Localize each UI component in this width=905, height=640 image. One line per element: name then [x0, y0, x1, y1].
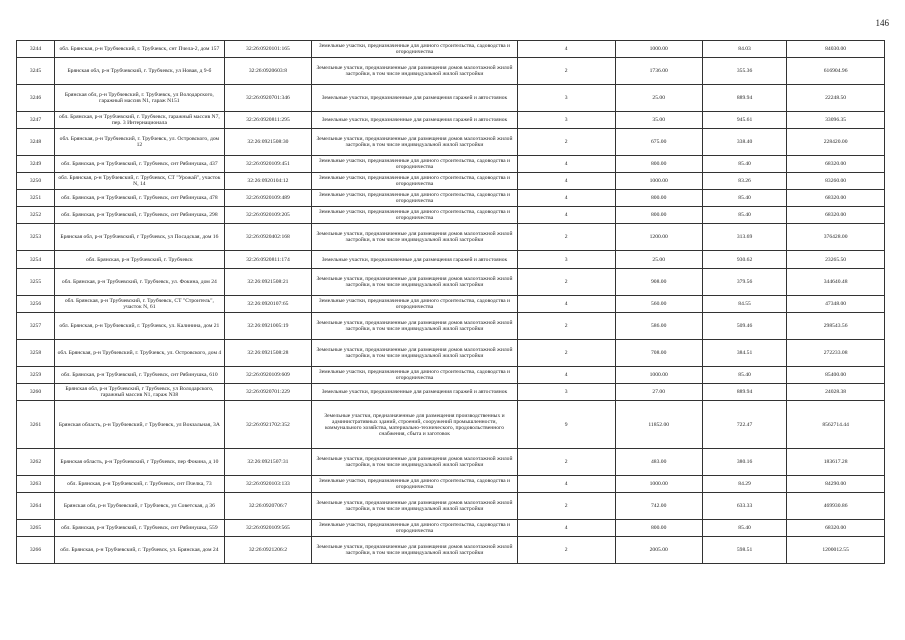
cadastral-value-cell: 344640.48 — [787, 269, 885, 296]
specific-value-cell: 85.40 — [702, 190, 786, 207]
land-use-cell: Земельные участки, предназначенные для размещения гаражей и автостоянок — [312, 85, 518, 112]
cadastral-value-cell: 616904.96 — [787, 58, 885, 85]
area-cell: 708.00 — [615, 340, 702, 367]
row-number-cell: 3264 — [17, 493, 55, 520]
cadastral-number-cell: 32:26:0921508:21 — [224, 269, 311, 296]
land-use-group-cell: 2 — [517, 493, 615, 520]
table-row — [17, 190, 885, 207]
specific-value-cell: 338.40 — [702, 129, 786, 156]
row-number-cell: 3259 — [17, 367, 55, 384]
land-use-cell: Земельные участки, предназначенные для размещения гаражей и автостоянок — [312, 251, 518, 269]
land-use-cell: Земельные участки, предназначенные для размещения домов малоэтажной жилой застройки, в том числе индивидуальной жилой застройки — [312, 224, 518, 251]
cadastral-number-cell: 32:26:0920109:609 — [224, 367, 311, 384]
land-use-group-cell: 4 — [517, 476, 615, 493]
area-cell: 742.00 — [615, 493, 702, 520]
specific-value-cell: 509.46 — [702, 313, 786, 340]
land-use-group-cell: 4 — [517, 190, 615, 207]
land-use-group-cell: 4 — [517, 207, 615, 224]
land-use-group-cell: 2 — [517, 313, 615, 340]
address-cell: обл. Брянская, р-н Трубчевский, г. Трубчевск, гаражный массив N7, пер. 3 Интернационала — [55, 112, 225, 129]
land-use-cell: Земельные участки, предназначенные для дачного строительства, садоводства и огородничества — [312, 207, 518, 224]
land-use-group-cell: 2 — [517, 537, 615, 564]
table-row — [17, 173, 885, 190]
cadastral-value-cell: 23265.50 — [787, 251, 885, 269]
cadastral-value-cell: 84030.00 — [787, 41, 885, 58]
land-use-cell: Земельные участки, предназначенные для дачного строительства, садоводства и огородничества — [312, 520, 518, 537]
table-row — [17, 537, 885, 564]
cadastral-number-cell: 32:26:0921508:30 — [224, 129, 311, 156]
land-use-group-cell: 2 — [517, 340, 615, 367]
land-use-cell: Земельные участки, предназначенные для дачного строительства, садоводства и огородничества — [312, 296, 518, 313]
address-cell: обл. Брянская, р-н Трубчевский, г. Трубчевск, ул. Островского, дом 12 — [55, 129, 225, 156]
cadastral-number-cell: 32:26:0920811:295 — [224, 112, 311, 129]
table-row — [17, 296, 885, 313]
table-row — [17, 41, 885, 58]
cadastral-number-cell: 32:26:0921508:28 — [224, 340, 311, 367]
land-use-group-cell: 9 — [517, 401, 615, 449]
table-row — [17, 367, 885, 384]
cadastral-number-cell: 32:26:0920109:451 — [224, 156, 311, 173]
area-cell: 800.00 — [615, 207, 702, 224]
area-cell: 800.00 — [615, 520, 702, 537]
specific-value-cell: 930.62 — [702, 251, 786, 269]
cadastral-value-cell: 85400.00 — [787, 367, 885, 384]
cadastral-number-cell: 32:26:0920811:174 — [224, 251, 311, 269]
specific-value-cell: 85.40 — [702, 156, 786, 173]
table-row — [17, 313, 885, 340]
cadastral-number-cell: 32:26:0920109:489 — [224, 190, 311, 207]
cadastral-value-cell: 272233.08 — [787, 340, 885, 367]
row-number-cell: 3251 — [17, 190, 55, 207]
land-use-cell: Земельные участки, предназначенные для размещения домов малоэтажной жилой застройки, в том числе индивидуальной жилой застройки — [312, 269, 518, 296]
cadastral-value-cell: 298543.56 — [787, 313, 885, 340]
area-cell: 1000.00 — [615, 41, 702, 58]
row-number-cell: 3255 — [17, 269, 55, 296]
table-row — [17, 129, 885, 156]
row-number-cell: 3265 — [17, 520, 55, 537]
cadastral-number-cell: 32:26:0920109:205 — [224, 207, 311, 224]
address-cell: обл. Брянская, р-н Трубчевский, г. Трубчевск — [55, 251, 225, 269]
cadastral-number-cell: 32:26:0920603:8 — [224, 58, 311, 85]
area-cell: 1000.00 — [615, 173, 702, 190]
row-number-cell: 3245 — [17, 58, 55, 85]
cadastral-value-cell: 8562714.44 — [787, 401, 885, 449]
cadastral-value-cell: 68320.00 — [787, 190, 885, 207]
cadastral-value-cell: 376428.00 — [787, 224, 885, 251]
cadastral-number-cell: 32:26:0921005:19 — [224, 313, 311, 340]
land-use-group-cell: 4 — [517, 520, 615, 537]
land-use-group-cell: 3 — [517, 384, 615, 401]
specific-value-cell: 889.94 — [702, 384, 786, 401]
address-cell: Брянская область, р-н Трубчевский, г Трубчевск, ул Вокзальная, 3А — [55, 401, 225, 449]
land-use-group-cell: 4 — [517, 296, 615, 313]
cadastral-number-cell: 32:26:0920109:565 — [224, 520, 311, 537]
row-number-cell: 3244 — [17, 41, 55, 58]
table-row — [17, 85, 885, 112]
page-number: 146 — [875, 18, 889, 28]
cadastral-registry-table — [16, 40, 885, 564]
area-cell: 1736.00 — [615, 58, 702, 85]
table-row — [17, 493, 885, 520]
cadastral-value-cell: 1200012.55 — [787, 537, 885, 564]
specific-value-cell: 889.94 — [702, 85, 786, 112]
specific-value-cell: 384.51 — [702, 340, 786, 367]
specific-value-cell: 84.29 — [702, 476, 786, 493]
cadastral-value-cell: 33096.35 — [787, 112, 885, 129]
cadastral-number-cell: 32:26:0921507:31 — [224, 449, 311, 476]
address-cell: обл. Брянская, р-н Трубчевский, г. Трубчевск, снт Рябинушка, 437 — [55, 156, 225, 173]
area-cell: 25.00 — [615, 251, 702, 269]
area-cell: 800.00 — [615, 156, 702, 173]
cadastral-value-cell: 228420.00 — [787, 129, 885, 156]
row-number-cell: 3249 — [17, 156, 55, 173]
cadastral-value-cell: 47348.00 — [787, 296, 885, 313]
table-row — [17, 520, 885, 537]
land-use-cell: Земельные участки, предназначенные для размещения домов малоэтажной жилой застройки, в том числе индивидуальной жилой застройки — [312, 493, 518, 520]
row-number-cell: 3266 — [17, 537, 55, 564]
specific-value-cell: 84.03 — [702, 41, 786, 58]
specific-value-cell: 85.40 — [702, 207, 786, 224]
cadastral-number-cell: 32:26:0920103:133 — [224, 476, 311, 493]
land-use-group-cell: 2 — [517, 58, 615, 85]
land-use-cell: Земельные участки, предназначенные для дачного строительства, садоводства и огородничества — [312, 367, 518, 384]
land-use-group-cell: 2 — [517, 129, 615, 156]
cadastral-number-cell: 32:26:0920101:165 — [224, 41, 311, 58]
table-row — [17, 224, 885, 251]
land-use-cell: Земельные участки, предназначенные для размещения домов малоэтажной жилой застройки, в том числе индивидуальной жилой застройки — [312, 340, 518, 367]
cadastral-value-cell: 84290.00 — [787, 476, 885, 493]
row-number-cell: 3254 — [17, 251, 55, 269]
row-number-cell: 3257 — [17, 313, 55, 340]
table-body — [17, 41, 885, 564]
address-cell: обл. Брянская, р-н Трубчевский, г. Трубчевск, снт Рябинушка, 559 — [55, 520, 225, 537]
land-use-group-cell: 2 — [517, 449, 615, 476]
specific-value-cell: 598.51 — [702, 537, 786, 564]
row-number-cell: 3263 — [17, 476, 55, 493]
land-use-cell: Земельные участки, предназначенные для размещения производственных и административных зданий, строений, сооружений промышленности, коммунального хозяйства, материально-технического, продовольственного снабжения, сбыта и заготовок — [312, 401, 518, 449]
table-row — [17, 269, 885, 296]
area-cell: 483.00 — [615, 449, 702, 476]
area-cell: 2005.00 — [615, 537, 702, 564]
row-number-cell: 3261 — [17, 401, 55, 449]
land-use-cell: Земельные участки, предназначенные для размещения домов малоэтажной жилой застройки, в том числе индивидуальной жилой застройки — [312, 537, 518, 564]
land-use-cell: Земельные участки, предназначенные для размещения гаражей и автостоянок — [312, 384, 518, 401]
row-number-cell: 3250 — [17, 173, 55, 190]
address-cell: Брянская обл, р-н Трубчевский, г. Трубчевск, ул Володарского, гаражный массив N1, гараж N151 — [55, 85, 225, 112]
address-cell: Брянская область, р-н Трубчевский, г Трубчевск, пер Фокина, д 10 — [55, 449, 225, 476]
land-use-group-cell: 2 — [517, 224, 615, 251]
specific-value-cell: 633.33 — [702, 493, 786, 520]
row-number-cell: 3246 — [17, 85, 55, 112]
land-use-cell: Земельные участки, предназначенные для размещения домов малоэтажной жилой застройки, в том числе индивидуальной жилой застройки — [312, 129, 518, 156]
table-row — [17, 112, 885, 129]
address-cell: обл. Брянская, р-н Трубчевский, г. Трубчевск, снт Пчела-2, дом 157 — [55, 41, 225, 58]
table-row — [17, 58, 885, 85]
table-row — [17, 156, 885, 173]
row-number-cell: 3252 — [17, 207, 55, 224]
area-cell: 560.00 — [615, 296, 702, 313]
area-cell: 800.00 — [615, 190, 702, 207]
row-number-cell: 3248 — [17, 129, 55, 156]
land-use-cell: Земельные участки, предназначенные для дачного строительства, садоводства и огородничества — [312, 156, 518, 173]
cadastral-value-cell: 469930.86 — [787, 493, 885, 520]
specific-value-cell: 85.40 — [702, 367, 786, 384]
land-use-cell: Земельные участки, предназначенные для дачного строительства, садоводства и огородничества — [312, 41, 518, 58]
table-row — [17, 401, 885, 449]
area-cell: 1200.00 — [615, 224, 702, 251]
address-cell: обл. Брянская, р-н Трубчевский, г. Трубчевск, СТ "Урожай", участок N, 14 — [55, 173, 225, 190]
row-number-cell: 3262 — [17, 449, 55, 476]
address-cell: Брянская обл, р-н Трубчевский, г. Трубчевск, ул Новая, д 9-б — [55, 58, 225, 85]
area-cell: 35.00 — [615, 112, 702, 129]
address-cell: Брянская обл, р-н Трубчевский, г Трубчевск, ул Советская, д 36 — [55, 493, 225, 520]
specific-value-cell: 722.47 — [702, 401, 786, 449]
specific-value-cell: 85.40 — [702, 520, 786, 537]
area-cell: 675.00 — [615, 129, 702, 156]
land-use-cell: Земельные участки, предназначенные для размещения домов малоэтажной жилой застройки, в том числе индивидуальной жилой застройки — [312, 58, 518, 85]
land-use-cell: Земельные участки, предназначенные для дачного строительства, садоводства и огородничества — [312, 173, 518, 190]
specific-value-cell: 313.69 — [702, 224, 786, 251]
area-cell: 1000.00 — [615, 367, 702, 384]
address-cell: обл. Брянская, р-н Трубчевский, г. Трубчевск, снт Рябинушка, 478 — [55, 190, 225, 207]
cadastral-number-cell: 32:26:0920104:12 — [224, 173, 311, 190]
cadastral-number-cell: 32:26:0920706:7 — [224, 493, 311, 520]
land-use-group-cell: 3 — [517, 112, 615, 129]
cadastral-value-cell: 183617.28 — [787, 449, 885, 476]
land-use-group-cell: 3 — [517, 85, 615, 112]
land-use-group-cell: 4 — [517, 41, 615, 58]
land-use-group-cell: 4 — [517, 156, 615, 173]
area-cell: 908.00 — [615, 269, 702, 296]
land-use-cell: Земельные участки, предназначенные для дачного строительства, садоводства и огородничества — [312, 476, 518, 493]
land-use-group-cell: 2 — [517, 269, 615, 296]
specific-value-cell: 355.36 — [702, 58, 786, 85]
cadastral-number-cell: 32:26:0920701:229 — [224, 384, 311, 401]
address-cell: обл. Брянская, р-н Трубчевский, г. Трубчевск, ул. Фокина, дом 24 — [55, 269, 225, 296]
table-row — [17, 340, 885, 367]
land-use-group-cell: 4 — [517, 173, 615, 190]
cadastral-number-cell: 32:26:0920107:65 — [224, 296, 311, 313]
specific-value-cell: 83.26 — [702, 173, 786, 190]
row-number-cell: 3253 — [17, 224, 55, 251]
land-use-cell: Земельные участки, предназначенные для размещения домов малоэтажной жилой застройки, в том числе индивидуальной жилой застройки — [312, 313, 518, 340]
cadastral-value-cell: 68320.00 — [787, 520, 885, 537]
area-cell: 11852.00 — [615, 401, 702, 449]
specific-value-cell: 84.55 — [702, 296, 786, 313]
land-use-cell: Земельные участки, предназначенные для дачного строительства, садоводства и огородничества — [312, 190, 518, 207]
row-number-cell: 3247 — [17, 112, 55, 129]
cadastral-value-cell: 68320.00 — [787, 156, 885, 173]
table-row — [17, 476, 885, 493]
cadastral-number-cell: 32:26:0921702:352 — [224, 401, 311, 449]
specific-value-cell: 945.61 — [702, 112, 786, 129]
table-row — [17, 207, 885, 224]
table-row — [17, 449, 885, 476]
cadastral-number-cell: 32:26:0920402:168 — [224, 224, 311, 251]
land-use-group-cell: 4 — [517, 367, 615, 384]
area-cell: 27.00 — [615, 384, 702, 401]
land-use-cell: Земельные участки, предназначенные для размещения гаражей и автостоянок — [312, 112, 518, 129]
area-cell: 586.00 — [615, 313, 702, 340]
address-cell: обл. Брянская, р-н Трубчевский, г. Трубчевск, ул. Островского, дом 4 — [55, 340, 225, 367]
address-cell: обл. Брянская, р-н Трубчевский, г. Трубчевск, снт Рябинушка, 610 — [55, 367, 225, 384]
address-cell: обл. Брянская, р-н Трубчевский, г. Трубчевск, снт Рябинушка, 298 — [55, 207, 225, 224]
cadastral-value-cell: 83260.00 — [787, 173, 885, 190]
row-number-cell: 3258 — [17, 340, 55, 367]
land-use-cell: Земельные участки, предназначенные для размещения домов малоэтажной жилой застройки, в том числе индивидуальной жилой застройки — [312, 449, 518, 476]
address-cell: обл. Брянская, р-н Трубчевский, г. Трубчевск, СТ "Строитель", участок N, 61 — [55, 296, 225, 313]
land-use-group-cell: 3 — [517, 251, 615, 269]
address-cell: Брянская обл, р-н Трубчевский, г Трубчевск, ул Володарского, гаражный массив N1, гараж N38 — [55, 384, 225, 401]
cadastral-value-cell: 24028.38 — [787, 384, 885, 401]
address-cell: обл. Брянская, р-н Трубчевский, г. Трубчевск, ул. Калинина, дом 21 — [55, 313, 225, 340]
area-cell: 25.00 — [615, 85, 702, 112]
address-cell: обл. Брянская, р-н Трубчевский, г. Трубчевск, снт Пчелка, 73 — [55, 476, 225, 493]
row-number-cell: 3256 — [17, 296, 55, 313]
address-cell: Брянская обл, р-н Трубчевский, г Трубчевск, ул Посадская, дом 16 — [55, 224, 225, 251]
specific-value-cell: 379.56 — [702, 269, 786, 296]
specific-value-cell: 380.16 — [702, 449, 786, 476]
cadastral-number-cell: 32:26:0920701:346 — [224, 85, 311, 112]
address-cell: обл. Брянская, р-н Трубчевский, г. Трубчевск, ул. Брянская, дом 24 — [55, 537, 225, 564]
cadastral-value-cell: 68320.00 — [787, 207, 885, 224]
area-cell: 1000.00 — [615, 476, 702, 493]
cadastral-number-cell: 32:26:0921206:2 — [224, 537, 311, 564]
table-row — [17, 251, 885, 269]
row-number-cell: 3260 — [17, 384, 55, 401]
table-row — [17, 384, 885, 401]
cadastral-value-cell: 22248.50 — [787, 85, 885, 112]
